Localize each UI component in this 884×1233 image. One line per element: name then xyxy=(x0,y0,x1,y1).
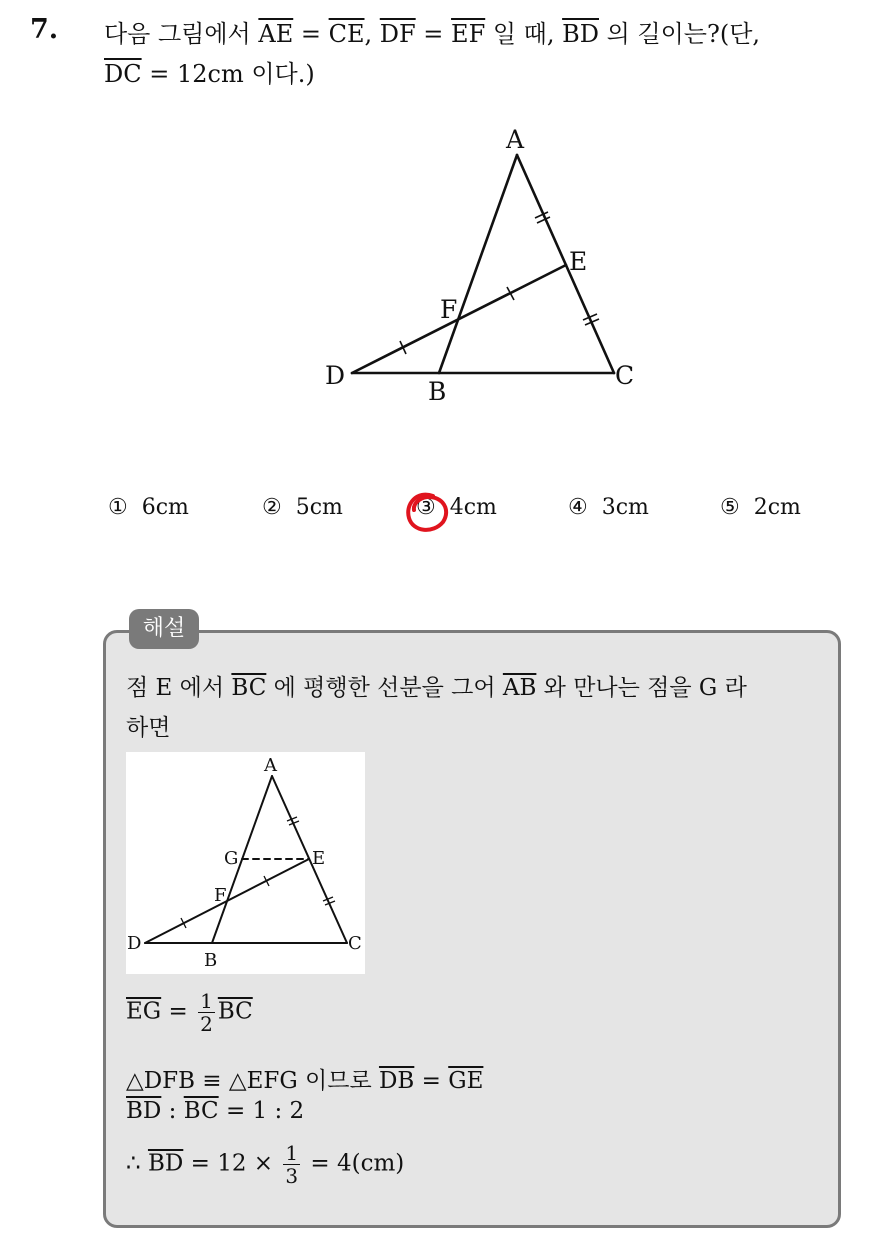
equals: = xyxy=(415,20,452,48)
question-number: 7. xyxy=(30,14,59,45)
numerator: 1 xyxy=(200,989,213,1013)
equation-congruence xyxy=(126,1062,483,1095)
equals: = xyxy=(293,20,329,48)
question-given: = 12cm 이다.) xyxy=(141,60,315,88)
congruence-text: △DFB ≡ △EFG 이므로 xyxy=(126,1068,379,1094)
line-ab xyxy=(439,155,517,373)
segment-bc: $\overline{BC}$ xyxy=(183,1098,219,1124)
equals: = xyxy=(414,1068,449,1094)
segment-ce: $\overline{CE}$ xyxy=(328,20,365,48)
main-triangle-figure xyxy=(300,118,660,418)
answer-choices xyxy=(108,495,828,529)
equation-ratio xyxy=(126,1098,304,1124)
solution-text: 와 만나는 점을 G 라 xyxy=(536,675,747,701)
comma: , xyxy=(364,20,380,48)
segment-dc: $\overline{DC}$ xyxy=(104,60,142,88)
denominator: 2 xyxy=(200,1012,213,1036)
solution-tag: 해설 xyxy=(129,609,199,649)
segment-ef: $\overline{EF}$ xyxy=(451,20,486,48)
choice-text: 3cm xyxy=(601,495,649,520)
choice-4[interactable] xyxy=(568,495,649,520)
label-g: G xyxy=(224,848,239,869)
segment-ge: $\overline{GE}$ xyxy=(448,1068,484,1094)
label-e: E xyxy=(312,848,326,869)
label-b: B xyxy=(204,950,218,971)
equation-result xyxy=(126,1142,404,1187)
fraction-third xyxy=(283,1142,300,1187)
choice-number: ⑤ xyxy=(720,495,740,520)
segment-ab: $\overline{AB}$ xyxy=(502,675,537,701)
colon: : xyxy=(161,1098,184,1124)
label-f: F xyxy=(214,885,227,906)
solution-text: 에 평행한 선분을 그어 xyxy=(266,675,503,701)
choice-text: 4cm xyxy=(449,495,497,520)
label-a: A xyxy=(506,125,525,154)
answer-circle-mark xyxy=(403,488,451,536)
choice-number: ④ xyxy=(568,495,588,520)
segment-bd: $\overline{BD}$ xyxy=(126,1098,162,1124)
choice-text: 6cm xyxy=(141,495,189,520)
choice-number: ② xyxy=(262,495,282,520)
segment-bd: $\overline{BD}$ xyxy=(147,1150,184,1177)
label-c: C xyxy=(348,933,362,954)
line-de xyxy=(352,265,566,373)
label-c: C xyxy=(615,361,635,390)
question-suffix: 의 길이는?(단, xyxy=(599,20,761,48)
solution-intro xyxy=(126,668,826,748)
fraction-half xyxy=(198,990,215,1035)
segment-ae: $\overline{AE}$ xyxy=(258,20,294,48)
denominator: 3 xyxy=(285,1164,299,1188)
equals: = xyxy=(161,998,196,1025)
label-d: D xyxy=(127,933,142,954)
segment-bd: $\overline{BD}$ xyxy=(562,20,599,48)
ratio-value: = 1 : 2 xyxy=(218,1098,305,1124)
segment-db: $\overline{DB}$ xyxy=(378,1068,415,1094)
therefore-symbol: ∴ xyxy=(126,1150,148,1177)
choice-2[interactable] xyxy=(262,495,343,520)
question-mid: 일 때, xyxy=(485,20,563,48)
solution-triangle-figure xyxy=(126,752,365,974)
choice-number: ① xyxy=(108,495,128,520)
solution-text: 점 E 에서 xyxy=(126,675,232,701)
equation-eg xyxy=(126,990,253,1035)
question-prefix: 다음 그림에서 xyxy=(104,20,259,48)
choice-5[interactable] xyxy=(720,495,801,520)
choice-text: 2cm xyxy=(753,495,801,520)
segment-bc: $\overline{BC}$ xyxy=(231,675,267,701)
multiplication: = 12 × xyxy=(183,1150,281,1177)
choice-text: 5cm xyxy=(295,495,343,520)
choice-number: ③ xyxy=(416,495,436,520)
segment-eg: $\overline{EG}$ xyxy=(126,998,162,1025)
solution-text: 하면 xyxy=(126,715,171,741)
label-d: D xyxy=(325,361,346,390)
label-f: F xyxy=(440,295,458,324)
question-text xyxy=(104,14,864,94)
label-a: A xyxy=(264,755,277,776)
segment-bc: $\overline{BC}$ xyxy=(217,998,253,1025)
result-value: = 4(cm) xyxy=(303,1150,405,1177)
label-e: E xyxy=(569,247,588,276)
choice-1[interactable] xyxy=(108,495,189,520)
label-b: B xyxy=(428,377,447,406)
numerator: 1 xyxy=(285,1141,299,1165)
segment-df: $\overline{DF}$ xyxy=(379,20,416,48)
